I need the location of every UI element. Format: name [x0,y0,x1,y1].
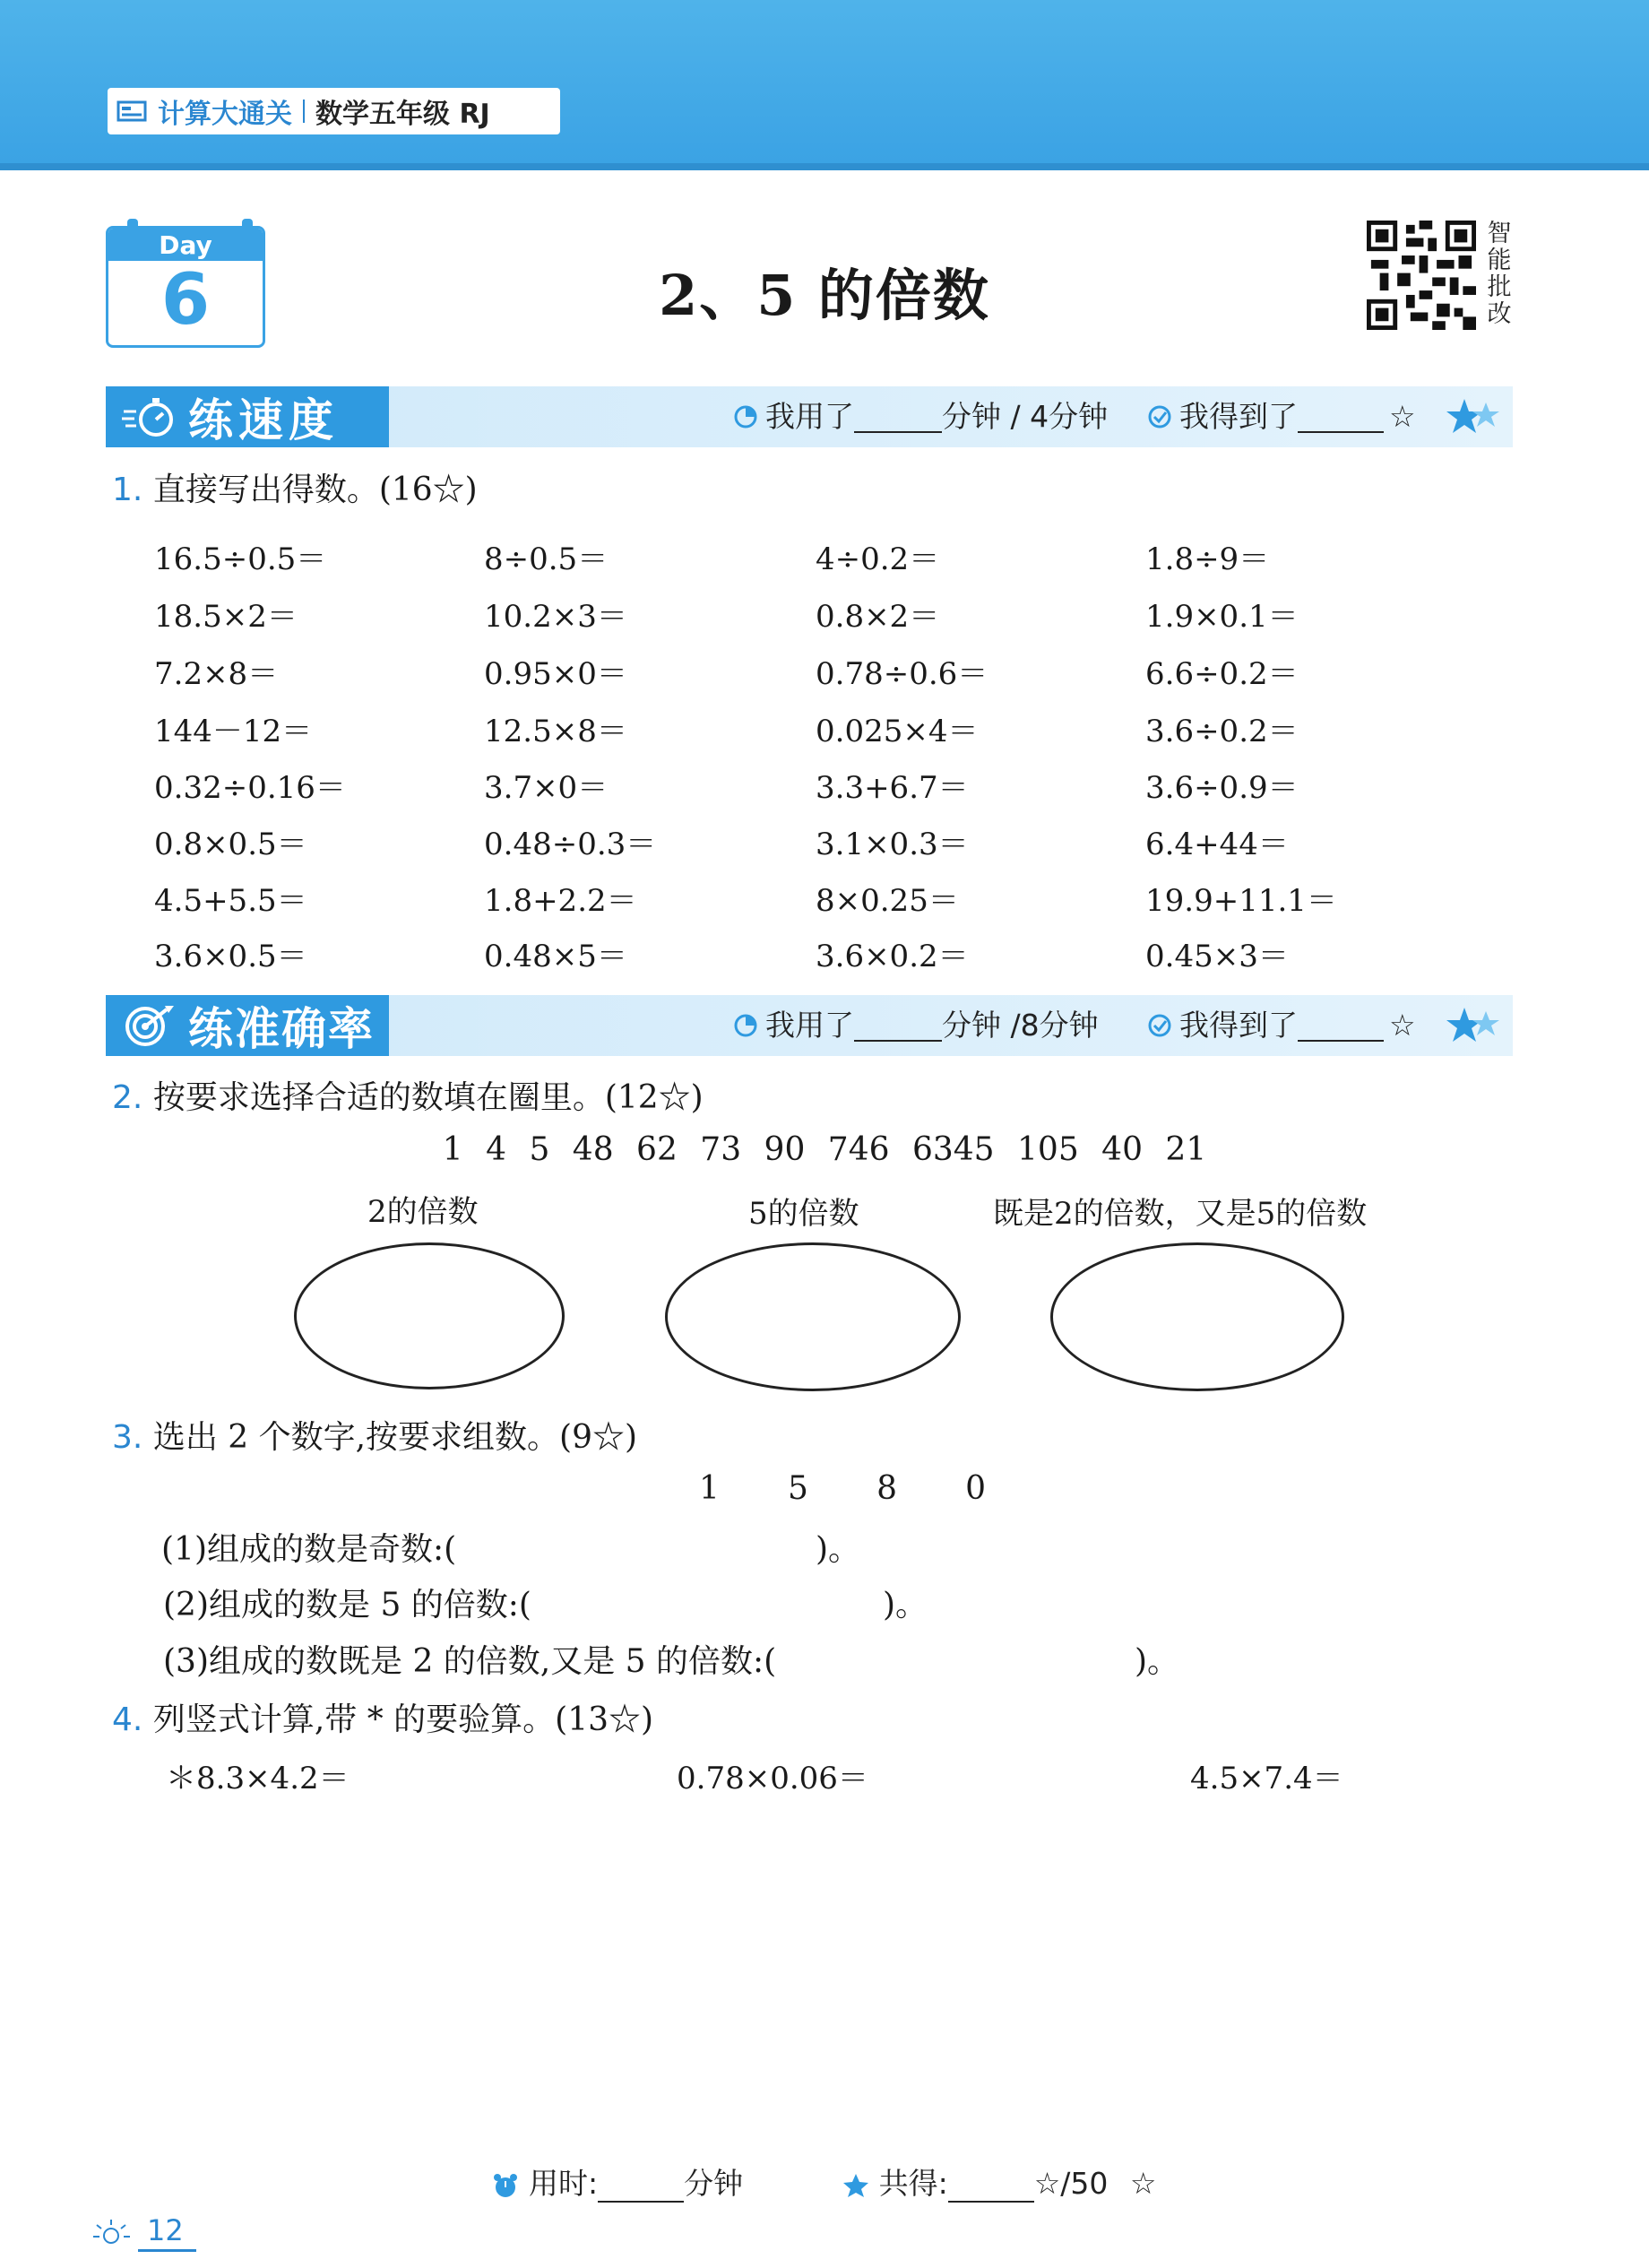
answer-circle-multiples-of-5[interactable] [665,1242,961,1391]
answer-circle-multiples-of-2[interactable] [294,1242,565,1389]
series-badge [108,88,560,134]
check-icon [1147,1013,1172,1038]
series-subtitle: 数学五年级 RJ [315,99,490,130]
calc-item: 6.4+44＝ [1145,827,1289,862]
calc-item: 0.32÷0.16＝ [154,770,346,806]
question-4-heading: 4. 列竖式计算,带 * 的要验算。(13☆) [112,1701,654,1738]
calc-item: 0.48÷0.3＝ [484,827,657,862]
sun-icon [88,2212,138,2252]
calc-item: 0.025×4＝ [816,714,979,749]
footer-total-blank[interactable] [948,2170,1034,2203]
page-number-wrap [88,2212,196,2252]
circle-label-multiples-of-2: 2的倍数 [367,1194,479,1230]
calc-item: 0.8×0.5＝ [154,827,307,862]
qr-label: 智 能 批 改 [1487,220,1512,328]
calc-item: 3.6÷0.2＝ [1145,714,1299,749]
series-divider [303,100,305,123]
calc-item: 10.2×3＝ [484,599,627,635]
section-speed-tab [106,386,389,447]
stars-got-blank[interactable] [1298,401,1384,433]
calc-item: 8×0.25＝ [816,883,959,919]
question-3-part-1-answer-close: )。 [816,1531,861,1568]
top-banner [0,0,1649,170]
time-used-field: 我用了 分钟 / 4分钟 [733,386,1108,447]
calc-item: 4.5+5.5＝ [154,883,307,919]
question-3-part-2: (2)组成的数是 5 的倍数:( [163,1587,531,1623]
number-pool: 1 4 5 48 62 73 90 746 6345 105 40 21 [442,1131,1207,1168]
check-icon [1147,404,1172,429]
section-speed-label: 练速度 [188,394,339,446]
calc-item: 16.5÷0.5＝ [154,541,327,577]
vertical-calc-item: 0.78×0.06＝ [677,1761,868,1796]
footer-time-blank[interactable] [598,2170,684,2203]
calc-item: 144－12＝ [154,714,313,749]
calc-item: 3.6×0.2＝ [816,939,969,974]
question-3-part-1: (1)组成的数是奇数:( [161,1531,457,1568]
question-3-part-3: (3)组成的数既是 2 的倍数,又是 5 的倍数:( [163,1643,777,1680]
calc-item: 4÷0.2＝ [816,541,940,577]
target-icon [122,1004,177,1047]
calc-item: 1.8+2.2＝ [484,883,637,919]
calc-item: 3.6÷0.9＝ [1145,770,1299,806]
vertical-calc-item: ＊8.3×4.2＝ [166,1761,350,1796]
series-name: 计算大通关 [158,99,292,130]
page-number: 12 [138,2213,196,2252]
calc-item: 3.3+6.7＝ [816,770,969,806]
calc-item: 0.8×2＝ [816,599,940,635]
calc-item: 6.6÷0.2＝ [1145,656,1299,692]
calc-item: 0.45×3＝ [1145,939,1289,974]
stars-got-blank[interactable] [1298,1009,1384,1042]
calc-item: 3.7×0＝ [484,770,609,806]
calc-item: 1.9×0.1＝ [1145,599,1299,635]
question-2-heading: 2. 按要求选择合适的数填在圈里。(12☆) [112,1079,704,1116]
time-used-blank[interactable] [854,401,942,433]
calc-item: 3.1×0.3＝ [816,827,969,862]
time-used-field: 我用了 分钟 /8分钟 [733,995,1099,1056]
circle-label-multiples-of-5: 5的倍数 [748,1196,859,1232]
section-accuracy-tab [106,995,389,1056]
question-1-heading: 1. 直接写出得数。(16☆) [112,472,478,508]
calc-item: 0.48×5＝ [484,939,627,974]
calc-item: 18.5×2＝ [154,599,298,635]
calc-item: 0.95×0＝ [484,656,627,692]
calc-item: 19.9+11.1＝ [1145,883,1337,919]
question-3-part-3-answer-close: )。 [1135,1643,1180,1680]
day-label: Day [108,229,263,261]
page-title: 2、5 的倍数 [659,263,990,328]
footer-summary: 用时: 分钟 共得: ☆/50 ☆ [0,2160,1649,2203]
day-number: 6 [160,260,211,341]
calc-item: 1.8÷9＝ [1145,541,1270,577]
time-used-blank[interactable] [854,1009,942,1042]
star-icon [842,2172,869,2199]
calc-item: 7.2×8＝ [154,656,279,692]
digit-choices: 1 5 8 0 [699,1470,986,1507]
stars-decoration-icon [1445,1004,1502,1049]
stopwatch-icon [122,395,177,438]
circle-label-multiples-of-2-and-5: 既是2的倍数，又是5的倍数 [993,1196,1368,1232]
calc-item: 3.6×0.5＝ [154,939,307,974]
question-3-part-2-answer-close: )。 [883,1587,928,1623]
qr-code-icon[interactable] [1367,221,1476,330]
section-accuracy-label: 练准确率 [188,1003,375,1055]
alarm-clock-icon [492,2172,519,2199]
stars-got-field: 我得到了 ☆ [1147,995,1416,1056]
calc-item: 12.5×8＝ [484,714,627,749]
stars-got-field: 我得到了 ☆ [1147,386,1416,447]
question-3-heading: 3. 选出 2 个数字,按要求组数。(9☆) [112,1419,638,1456]
vertical-calc-item: 4.5×7.4＝ [1190,1761,1343,1796]
calc-item: 0.78÷0.6＝ [816,656,989,692]
section-accuracy-bar [106,995,1513,1056]
clock-icon [733,404,758,429]
clock-icon [733,1013,758,1038]
stars-decoration-icon [1445,395,1502,440]
section-speed-bar [106,386,1513,447]
calc-item: 8÷0.5＝ [484,541,609,577]
book-stack-icon [117,99,149,124]
answer-circle-multiples-of-2-and-5[interactable] [1050,1242,1344,1391]
